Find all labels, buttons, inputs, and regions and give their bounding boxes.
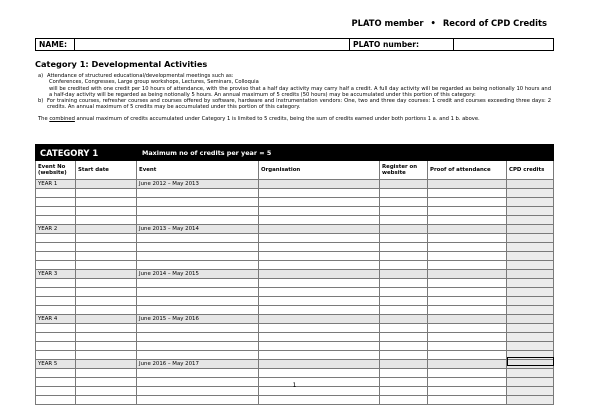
table-cell[interactable]: [259, 225, 380, 234]
paragraph-a-line3: will be credited with one credit per 10 hours of attendance, with the proviso that a half day activity may carry half a credit. A full day activity will be regarded as being notionally 10 hours and a half-day activity will be regarded as being notionally 5 hours. An annual maximum of 5 credits (50 hours) may be accumulated under this portion of this category:: [49, 85, 551, 98]
table-cell[interactable]: [36, 297, 76, 306]
table-cell[interactable]: [137, 252, 259, 261]
table-cell[interactable]: [76, 207, 137, 216]
table-cell[interactable]: [507, 180, 554, 189]
table-cell[interactable]: [76, 234, 137, 243]
column-header-row: [36, 161, 554, 180]
cpd-credits-cell[interactable]: [507, 324, 554, 333]
table-cell[interactable]: [259, 216, 380, 225]
combined-note: [38, 116, 551, 122]
year-label: YEAR 2: [36, 225, 76, 234]
table-cell[interactable]: [259, 198, 380, 207]
table-cell[interactable]: [428, 324, 507, 333]
table-cell[interactable]: [259, 333, 380, 342]
table-cell[interactable]: [380, 225, 428, 234]
cpd-credits-cell[interactable]: [507, 279, 554, 288]
table-cell[interactable]: [259, 189, 380, 198]
table-cell[interactable]: [137, 306, 259, 315]
paragraph-a-label: a): [38, 73, 44, 79]
paragraph-b-label: b): [38, 98, 44, 105]
col-event-no: Event No (website): [36, 161, 76, 180]
cpd-credits-cell[interactable]: [507, 297, 554, 306]
table-cell[interactable]: [36, 333, 76, 342]
paragraph-a-line2: Conferences, Congresses, Large group workshops, Lectures, Seminars, Colloquia: [49, 79, 259, 86]
table-cell[interactable]: [259, 351, 380, 360]
table-row: [36, 207, 554, 216]
table-cell[interactable]: [428, 351, 507, 360]
table-cell[interactable]: [428, 198, 507, 207]
table-cell[interactable]: [428, 216, 507, 225]
table-cell[interactable]: [76, 288, 137, 297]
year-label: YEAR 3: [36, 270, 76, 279]
cpd-credits-cell[interactable]: [507, 252, 554, 261]
table-cell[interactable]: [76, 369, 137, 378]
table-cell[interactable]: [380, 234, 428, 243]
table-cell[interactable]: [380, 369, 428, 378]
table-cell[interactable]: [428, 270, 507, 279]
cpd-credits-cell[interactable]: [507, 216, 554, 225]
table-cell[interactable]: [36, 216, 76, 225]
table-cell[interactable]: [76, 189, 137, 198]
table-cell[interactable]: [137, 216, 259, 225]
col-cpd-credits: CPD credits: [507, 161, 554, 180]
table-cell[interactable]: [137, 333, 259, 342]
table-cell[interactable]: [380, 333, 428, 342]
table-cell[interactable]: [76, 297, 137, 306]
table-row: [36, 216, 554, 225]
paragraph-b-text: For training courses, refresher courses and courses offered by software, hardware and instrumentation vendors: One, two and three day courses: 1 credit and courses exceeding three days: 2 credits. An annual maximum of 5 credits may be accumulated under this portion of this category.: [47, 98, 551, 111]
year-row: [36, 360, 554, 369]
table-cell[interactable]: [428, 189, 507, 198]
plato-number-label: PLATO number:: [350, 39, 454, 51]
table-cell[interactable]: [36, 396, 76, 405]
paragraph-a: [38, 73, 551, 98]
cpd-credits-cell[interactable]: [507, 333, 554, 342]
table-cell[interactable]: [36, 342, 76, 351]
combined-post: annual maximum of credits accumulated under Category 1 is limited to 5 credits, being the sum of credits earned under both portions 1 a. and 1 b. above.: [74, 115, 480, 122]
col-register: Register on website: [380, 161, 428, 180]
name-field[interactable]: [75, 39, 350, 51]
table-cell[interactable]: [428, 243, 507, 252]
year-period: June 2014 – May 2015: [137, 270, 259, 279]
table-cell[interactable]: [380, 360, 428, 369]
table-cell[interactable]: [137, 279, 259, 288]
table-cell[interactable]: [36, 324, 76, 333]
table-row: [36, 351, 554, 360]
year-period: June 2012 – May 2013: [137, 180, 259, 189]
table-cell[interactable]: [76, 225, 137, 234]
table-row: [36, 369, 554, 378]
table-cell[interactable]: [76, 351, 137, 360]
category-header-row: [36, 145, 554, 161]
table-cell[interactable]: [76, 360, 137, 369]
table-cell[interactable]: [259, 297, 380, 306]
table-cell[interactable]: [76, 396, 137, 405]
table-row: [36, 243, 554, 252]
table-cell[interactable]: [36, 288, 76, 297]
table-row: [36, 198, 554, 207]
table-cell[interactable]: [259, 342, 380, 351]
table-cell[interactable]: [428, 360, 507, 369]
table-cell[interactable]: [380, 297, 428, 306]
table-cell[interactable]: [76, 306, 137, 315]
credits-table: [35, 144, 554, 405]
table-cell[interactable]: [76, 261, 137, 270]
table-cell[interactable]: [380, 243, 428, 252]
table-cell[interactable]: [259, 360, 380, 369]
table-cell[interactable]: [380, 180, 428, 189]
table-cell[interactable]: [259, 243, 380, 252]
table-cell[interactable]: [380, 189, 428, 198]
table-cell[interactable]: [259, 261, 380, 270]
table-cell[interactable]: [380, 351, 428, 360]
table-cell[interactable]: [76, 279, 137, 288]
table-cell[interactable]: [428, 369, 507, 378]
table-cell[interactable]: [137, 297, 259, 306]
table-row: [36, 297, 554, 306]
table-cell[interactable]: [428, 252, 507, 261]
cpd-credits-cell[interactable]: [507, 369, 554, 378]
table-cell[interactable]: [507, 225, 554, 234]
table-cell[interactable]: [428, 207, 507, 216]
table-cell[interactable]: [36, 279, 76, 288]
cpd-credits-cell[interactable]: [507, 189, 554, 198]
table-row: [36, 342, 554, 351]
table-cell[interactable]: [76, 243, 137, 252]
table-cell[interactable]: [428, 234, 507, 243]
table-cell[interactable]: [76, 324, 137, 333]
table-row: [36, 252, 554, 261]
col-organisation: Organisation: [259, 161, 380, 180]
year-period: June 2015 – May 2016: [137, 315, 259, 324]
table-cell[interactable]: [428, 288, 507, 297]
cpd-credits-cell[interactable]: [507, 306, 554, 315]
table-cell[interactable]: [380, 252, 428, 261]
table-cell[interactable]: [380, 270, 428, 279]
table-cell[interactable]: [259, 306, 380, 315]
table-cell[interactable]: [428, 342, 507, 351]
table-cell[interactable]: [259, 270, 380, 279]
table-row: [36, 279, 554, 288]
page-number: 1: [292, 381, 297, 389]
cpd-credits-cell[interactable]: [507, 198, 554, 207]
table-cell[interactable]: [36, 189, 76, 198]
table-cell[interactable]: [137, 189, 259, 198]
table-row: [36, 288, 554, 297]
table-cell[interactable]: [428, 261, 507, 270]
table-cell[interactable]: [137, 207, 259, 216]
table-cell[interactable]: [36, 261, 76, 270]
table-cell[interactable]: [380, 306, 428, 315]
col-start-date: Start date: [76, 161, 137, 180]
header-record: Record of CPD Credits: [442, 18, 547, 28]
year-period: June 2016 – May 2017: [137, 360, 259, 369]
cpd-credits-cell[interactable]: [507, 261, 554, 270]
table-cell[interactable]: [507, 315, 554, 324]
table-cell[interactable]: [380, 342, 428, 351]
max-credits-label: Maximum no of credits per year = 5: [137, 145, 554, 161]
table-cell[interactable]: [36, 252, 76, 261]
table-cell[interactable]: [380, 216, 428, 225]
table-cell[interactable]: [137, 324, 259, 333]
identity-table: [35, 38, 554, 51]
table-cell[interactable]: [137, 351, 259, 360]
table-cell[interactable]: [259, 324, 380, 333]
table-cell[interactable]: [428, 333, 507, 342]
table-cell[interactable]: [259, 252, 380, 261]
table-cell[interactable]: [428, 396, 507, 405]
page-header: [351, 18, 547, 28]
table-cell[interactable]: [76, 180, 137, 189]
category-title: Category 1: Developmental Activities: [35, 59, 208, 69]
year-row: [36, 180, 554, 189]
table-cell[interactable]: [507, 270, 554, 279]
table-cell[interactable]: [428, 306, 507, 315]
year-row: [36, 270, 554, 279]
table-row: [36, 234, 554, 243]
table-cell[interactable]: [259, 396, 380, 405]
table-cell[interactable]: [137, 234, 259, 243]
table-cell[interactable]: [76, 270, 137, 279]
table-cell[interactable]: [36, 234, 76, 243]
cpd-credits-cell[interactable]: [507, 396, 554, 405]
cpd-credits-cell[interactable]: [507, 288, 554, 297]
cpd-credits-cell[interactable]: [507, 234, 554, 243]
plato-number-field[interactable]: [454, 39, 554, 51]
table-cell[interactable]: [36, 198, 76, 207]
table-cell[interactable]: [380, 198, 428, 207]
header-member: PLATO member: [351, 18, 424, 28]
table-row: [36, 189, 554, 198]
name-label: NAME:: [36, 39, 75, 51]
table-row: [36, 396, 554, 405]
table-cell[interactable]: [137, 369, 259, 378]
year-row: [36, 225, 554, 234]
table-cell[interactable]: [137, 261, 259, 270]
table-cell[interactable]: [259, 180, 380, 189]
table-cell[interactable]: [428, 225, 507, 234]
combined-pre: The: [38, 115, 50, 122]
table-cell[interactable]: [380, 396, 428, 405]
paragraph-a-line1: Attendance of structured educational/developmental meetings such as:: [47, 73, 234, 79]
table-cell[interactable]: [259, 234, 380, 243]
table-cell[interactable]: [259, 315, 380, 324]
category-description: [38, 73, 551, 122]
paragraph-b: [38, 98, 551, 111]
year-label: YEAR 4: [36, 315, 76, 324]
table-cell[interactable]: [137, 243, 259, 252]
table-cell[interactable]: [259, 207, 380, 216]
table-cell[interactable]: [137, 396, 259, 405]
category-label: CATEGORY 1: [36, 145, 137, 161]
table-cell[interactable]: [36, 351, 76, 360]
table-cell[interactable]: [259, 288, 380, 297]
table-cell[interactable]: [428, 180, 507, 189]
table-cell[interactable]: [76, 333, 137, 342]
year-label: YEAR 1: [36, 180, 76, 189]
table-cell[interactable]: [36, 243, 76, 252]
table-cell[interactable]: [137, 288, 259, 297]
table-cell[interactable]: [428, 297, 507, 306]
table-cell[interactable]: [36, 306, 76, 315]
table-row: [36, 306, 554, 315]
year-row: [36, 315, 554, 324]
table-cell[interactable]: [76, 252, 137, 261]
combined-underlined: combined: [49, 115, 75, 122]
table-cell[interactable]: [380, 288, 428, 297]
table-cell[interactable]: [380, 279, 428, 288]
table-row: [36, 261, 554, 270]
table-cell[interactable]: [36, 207, 76, 216]
table-cell[interactable]: [76, 315, 137, 324]
cpd-credits-cell[interactable]: [507, 342, 554, 351]
year-label: YEAR 5: [36, 360, 76, 369]
table-cell[interactable]: [36, 369, 76, 378]
table-cell[interactable]: [428, 315, 507, 324]
total-credits-box[interactable]: [507, 357, 554, 366]
table-cell[interactable]: [428, 279, 507, 288]
table-cell[interactable]: [76, 216, 137, 225]
cpd-credits-cell[interactable]: [507, 243, 554, 252]
header-bullet: •: [430, 18, 436, 28]
table-cell[interactable]: [380, 315, 428, 324]
table-cell[interactable]: [76, 342, 137, 351]
cpd-credits-cell[interactable]: [507, 207, 554, 216]
table-row: [36, 333, 554, 342]
table-cell[interactable]: [380, 207, 428, 216]
table-cell[interactable]: [137, 198, 259, 207]
table-cell[interactable]: [76, 198, 137, 207]
col-event: Event: [137, 161, 259, 180]
year-period: June 2013 – May 2014: [137, 225, 259, 234]
table-cell[interactable]: [380, 261, 428, 270]
table-cell[interactable]: [259, 279, 380, 288]
col-proof: Proof of attendance: [428, 161, 507, 180]
table-cell[interactable]: [380, 324, 428, 333]
table-cell[interactable]: [259, 369, 380, 378]
table-row: [36, 324, 554, 333]
table-cell[interactable]: [137, 342, 259, 351]
